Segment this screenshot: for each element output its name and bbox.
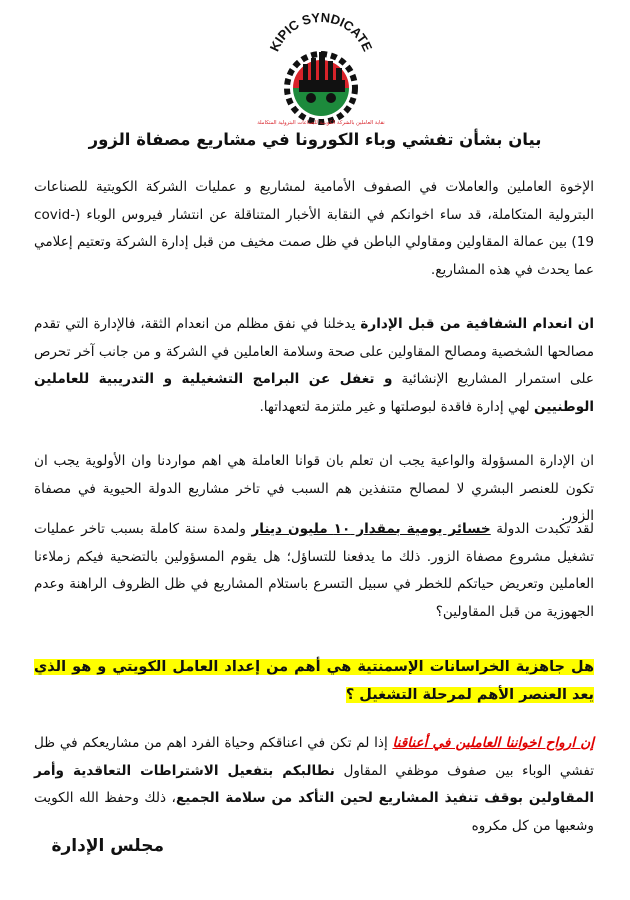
highlighted-question: هل جاهزية الخراسانات الإسمنتية هي أهم من إعداد العامل الكويتي و هو الذي يعد العنصر الأهم لمرحلة التشغيل ؟ bbox=[34, 659, 594, 703]
signature: مجلس الإدارة bbox=[51, 836, 164, 856]
transparency-lead: ان انعدام الشفافية من قبل الإدارة bbox=[360, 316, 594, 332]
paragraph-intro: الإخوة العاملين والعاملات في الصفوف الأمامية لمشاريع و عمليات الشركة الكويتية للصناعات البترولية المتكاملة، قد ساء اخوانكم في النقابة الأخبار المتناقلة عن انتشار فيروس الوباء (covid-19) بين عمالة المقاولين ومقاولي الباطن في ظل صمت مخيف من قبل إدارة الشركة وتعتيم إعلامي عما يحدث في هذه المشاريع. bbox=[34, 179, 594, 278]
demand-text-2: ، ذلك وحفظ الله الكويت وشعبها من كل مكروه bbox=[34, 790, 594, 834]
demand-bold: نطالبكم بتفعيل الاشتراطات التعاقدية وأمر المقاولين بوقف تنفيذ المشاريع لحين التأكد من سلامة الجميع bbox=[34, 762, 594, 806]
transparency-text-1: يدخلنا في نفق مظلم من انعدام الثقة، فالإدارة التي تقدم مصالحها الشخصية ومصالح المقاولين على صحة وسلامة العاملين في الشركة و من جانب آخر تحرص على استمرار المشاريع الإنشائية bbox=[34, 316, 594, 387]
logo-ring-text: نقابة العاملين بالشركة الكويتية للصناعات البترولية المتكاملة bbox=[257, 120, 385, 126]
paragraph-demand bbox=[34, 730, 594, 840]
demand-red-lead: إن ارواح اخواننا العاملين في أعناقنا bbox=[392, 735, 594, 751]
demand-text-1: إذا لم تكن في اعناقكم وحياة الفرد اهم من مشاريعكم في ظل تفشي الوباء بين صفوف موظفي المقاول bbox=[34, 735, 595, 779]
losses-amount: خسائر يومية بمقدار ١٠ مليون دينار bbox=[251, 521, 491, 537]
losses-text-2: ولمدة سنة كاملة بسبب تاخر عمليات تشغيل مشروع مصفاة الزور. ذلك ما يدفعنا للتساؤل؛ هل يقوم المسؤولين بالتضحية فيكم زملاءنا العاملين وتعريض حياتكم للخطر في سبيل التسرع باستلام المشاريع في ظل الظروف الراهنة وعدم الجهوزية من قبل المقاولين؟ bbox=[34, 521, 594, 620]
transparency-emphasis: و تغفل عن البرامج التشغيلية و التدريبية للعاملين الوطنيين bbox=[34, 371, 594, 415]
transparency-text-2: لهي إدارة فاقدة لبوصلتها و غير ملتزمة لتعهداتها. bbox=[259, 398, 535, 415]
paragraph-losses bbox=[34, 516, 594, 626]
page-title: بيان بشأن تفشي وباء الكورونا في مشاريع مصفاة الزور bbox=[88, 130, 542, 149]
paragraph-responsibility: ان الإدارة المسؤولة والواعية يجب ان تعلم بان قوانا العاملة هي اهم مواردنا وان الأولوية يجب ان تكون للعنصر البشري لا لمصالح متنفذين هم السبب في تاخر مشاريع الدولة الحيوية في مصفاة الزور. bbox=[34, 453, 594, 524]
losses-text-1: لقد تكبدت الدولة bbox=[490, 521, 594, 537]
paragraph-transparency bbox=[34, 311, 594, 421]
paragraph-highlight-question bbox=[34, 654, 594, 709]
logo-arc-text: KIPIC SYNDICATE bbox=[266, 9, 376, 54]
kipic-syndicate-logo bbox=[253, 6, 389, 128]
